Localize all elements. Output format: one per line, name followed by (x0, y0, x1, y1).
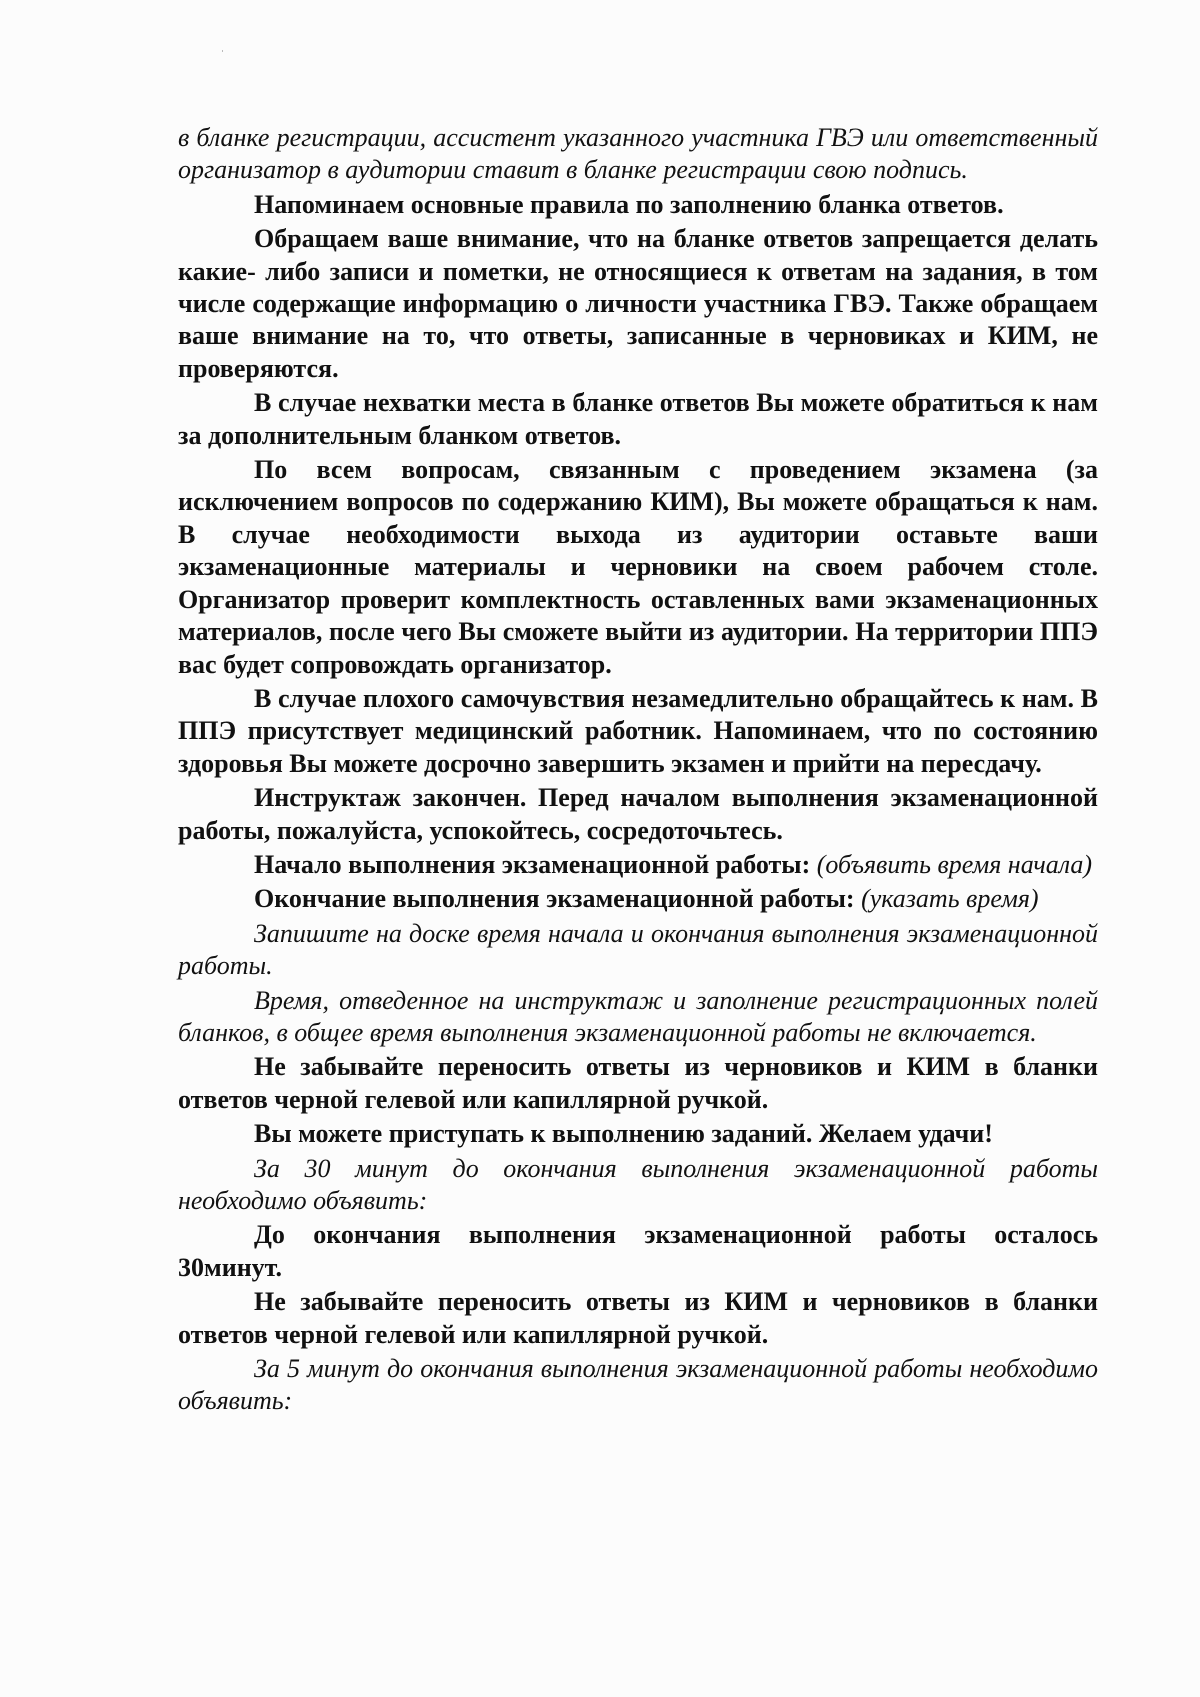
paragraph-5min-note (178, 1353, 1098, 1418)
text-run: Не забывайте переносить ответы из КИМ и черновиков в бланки ответов черной гелевой или капиллярной ручкой. (178, 1287, 1098, 1349)
text-run: (объявить время начала) (816, 849, 1093, 879)
text-run: За 5 минут до окончания выполнения экзаменационной работы необходимо объявить: (178, 1354, 1098, 1416)
text-run: Инструктаж закончен. Перед началом выполнения экзаменационной работы, пожалуйста, успокойтесь, сосредоточьтесь. (178, 783, 1098, 845)
paragraph-briefing-done (178, 782, 1098, 847)
paragraph-transfer-answers (178, 1051, 1098, 1116)
paragraph-questions (178, 454, 1098, 681)
text-run: Окончание выполнения экзаменационной работы: (254, 884, 862, 914)
paragraph-end-time (178, 883, 1098, 915)
scan-mark (222, 50, 223, 52)
paragraph-extra-sheet (178, 387, 1098, 452)
text-run: Не забывайте переносить ответы из черновиков и КИМ в бланки ответов черной гелевой или капиллярной ручкой. (178, 1052, 1098, 1114)
text-run: (указать время) (861, 884, 1039, 914)
paragraph-30min-announcement (178, 1219, 1098, 1284)
text-run: В случае плохого самочувствия незамедлительно обращайтесь к нам. В ППЭ присутствует медицинский работник. Напоминаем, что по состоянию здоровья Вы можете досрочно завершить экзамен и прийти на пересдачу. (178, 683, 1098, 778)
text-run: Обращаем ваше внимание, что на бланке ответов запрещается делать какие- либо записи и пометки, не относящиеся к ответам на задания, в том числе содержащие информацию о личности участника ГВЭ. Также обращаем ваше внимание на то, что ответы, записанные в черновиках и КИМ, не проверяются. (178, 224, 1098, 383)
text-run: По всем вопросам, связанным с проведением экзамена (за исключением вопросов по содержанию КИМ), Вы можете обращаться к нам. В случае необходимости выхода из аудитории оставьте ваши экзаменационные материалы и черновики на своем рабочем столе. Организатор проверит комплектность оставленных вами экзаменационных материалов, после чего Вы сможете выйти из аудитории. На территории ППЭ вас будет сопровождать организатор. (178, 455, 1098, 679)
paragraph-answer-sheet-warning (178, 223, 1098, 385)
text-run: Время, отведенное на инструктаж и заполнение регистрационных полей бланков, в общее время выполнения экзаменационной работы не включается. (178, 985, 1098, 1047)
paragraph-good-luck (178, 1118, 1098, 1150)
text-run: За 30 минут до окончания выполнения экзаменационной работы необходимо объявить: (178, 1153, 1098, 1215)
document-body (178, 122, 1098, 1418)
text-run: в бланке регистрации, ассистент указанного участника ГВЭ или ответственный организатор в аудитории ставит в бланке регистрации свою подпись. (178, 123, 1098, 185)
text-run: Запишите на доске время начала и окончания выполнения экзаменационной работы. (178, 918, 1098, 981)
paragraph-time-note (178, 985, 1098, 1050)
paragraph-continuation (178, 122, 1098, 187)
paragraph-30min-note (178, 1153, 1098, 1218)
paragraph-health (178, 683, 1098, 780)
text-run: В случае нехватки места в бланке ответов Вы можете обратиться к нам за дополнительным бланком ответов. (178, 388, 1098, 450)
text-run: До окончания выполнения экзаменационной работы осталось 30минут. (178, 1220, 1098, 1282)
text-run: Начало выполнения экзаменационной работы: (254, 849, 817, 879)
paragraph-rules-reminder (178, 189, 1098, 221)
text-run: Напоминаем основные правила по заполнению бланка ответов. (254, 189, 1004, 219)
paragraph-board-note (178, 918, 1098, 983)
paragraph-start-time (178, 849, 1098, 881)
text-run: Вы можете приступать к выполнению заданий. Желаем удачи! (254, 1119, 993, 1149)
paragraph-transfer-reminder (178, 1286, 1098, 1351)
